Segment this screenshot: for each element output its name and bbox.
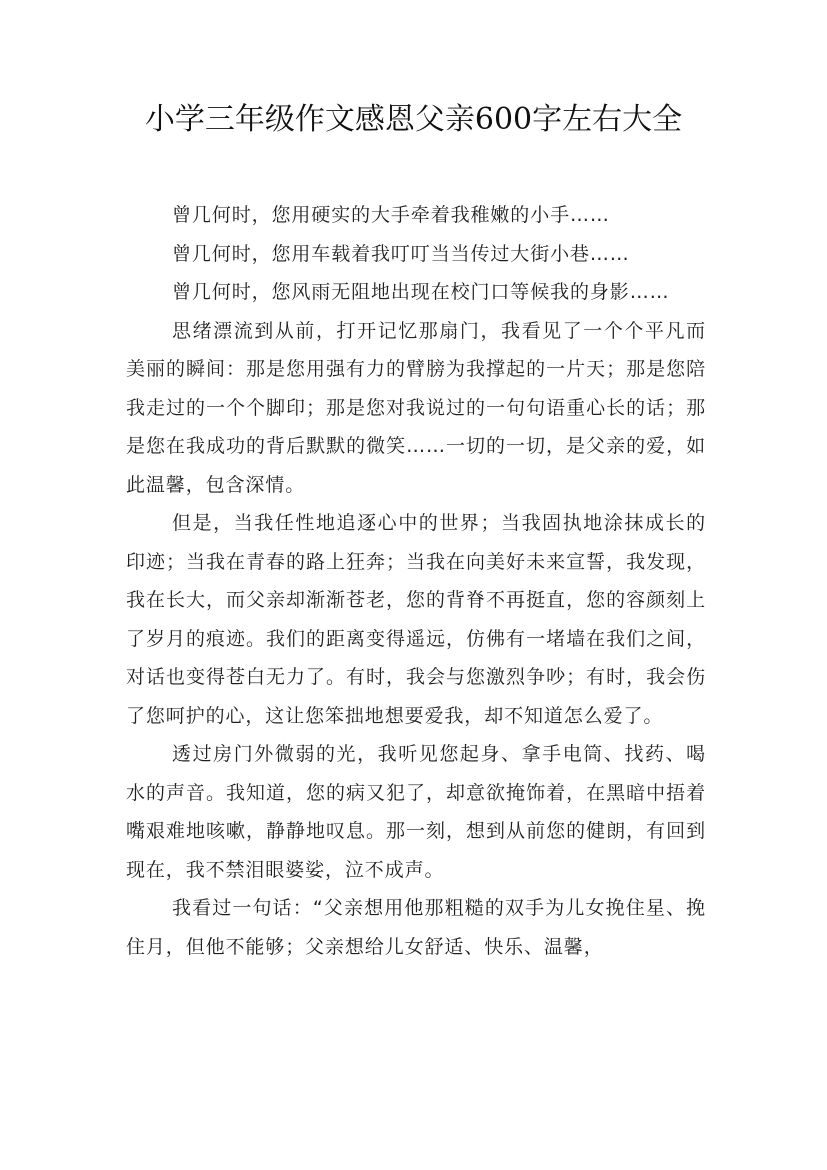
document-body — [126, 196, 706, 966]
paragraph-6: 透过房门外微弱的光，我听见您起身、拿手电筒、找药、喝水的声音。我知道，您的病又犯了，却意欲掩饰着，在黑暗中捂着嘴艰难地咳嗽，静静地叹息。那一刻，想到从前您的健朗，有回到现在，我不禁泪眼婆娑，泣不成声。 — [126, 743, 706, 881]
paragraph-2: 曾几何时，您用车载着我叮叮当当传过大街小巷…… — [172, 242, 630, 265]
paragraph-4: 思绪漂流到从前，打开记忆那扇门，我看见了一个个平凡而美丽的瞬间：那是您用强有力的臂膀为我撑起的一片天；那是您陪我走过的一个个脚印；那是您对我说过的一句句语重心长的话；那是您在我成功的背后默默的微笑……一切的一切，是父亲的爱，如此温馨，包含深情。 — [126, 319, 706, 496]
document-title: 小学三年级作文感恩父亲600字左右大全 — [144, 102, 683, 137]
paragraph-5: 但是，当我任性地追逐心中的世界；当我固执地涂抹成长的印迹；当我在青春的路上狂奔；当我在向美好未来宣誓，我发现，我在长大，而父亲却渐渐苍老，您的背脊不再挺直，您的容颜刻上了岁月的痕迹。我们的距离变得遥远，仿佛有一堵墙在我们之间，对话也变得苍白无力了。有时，我会与您激烈争吵；有时，我会伤了您呵护的心，这让您笨拙地想要爱我，却不知道怎么爱了。 — [126, 512, 706, 727]
paragraph-3: 曾几何时，您风雨无阻地出现在校门口等候我的身影…… — [172, 281, 670, 303]
paragraph-1: 曾几何时，您用硬实的大手牵着我稚嫩的小手…… — [172, 204, 610, 226]
paragraph-7: 我看过一句话：“父亲想用他那粗糙的双手为儿女挽住星、挽住月，但他不能够；父亲想给儿女舒适、快乐、温馨， — [126, 897, 706, 958]
